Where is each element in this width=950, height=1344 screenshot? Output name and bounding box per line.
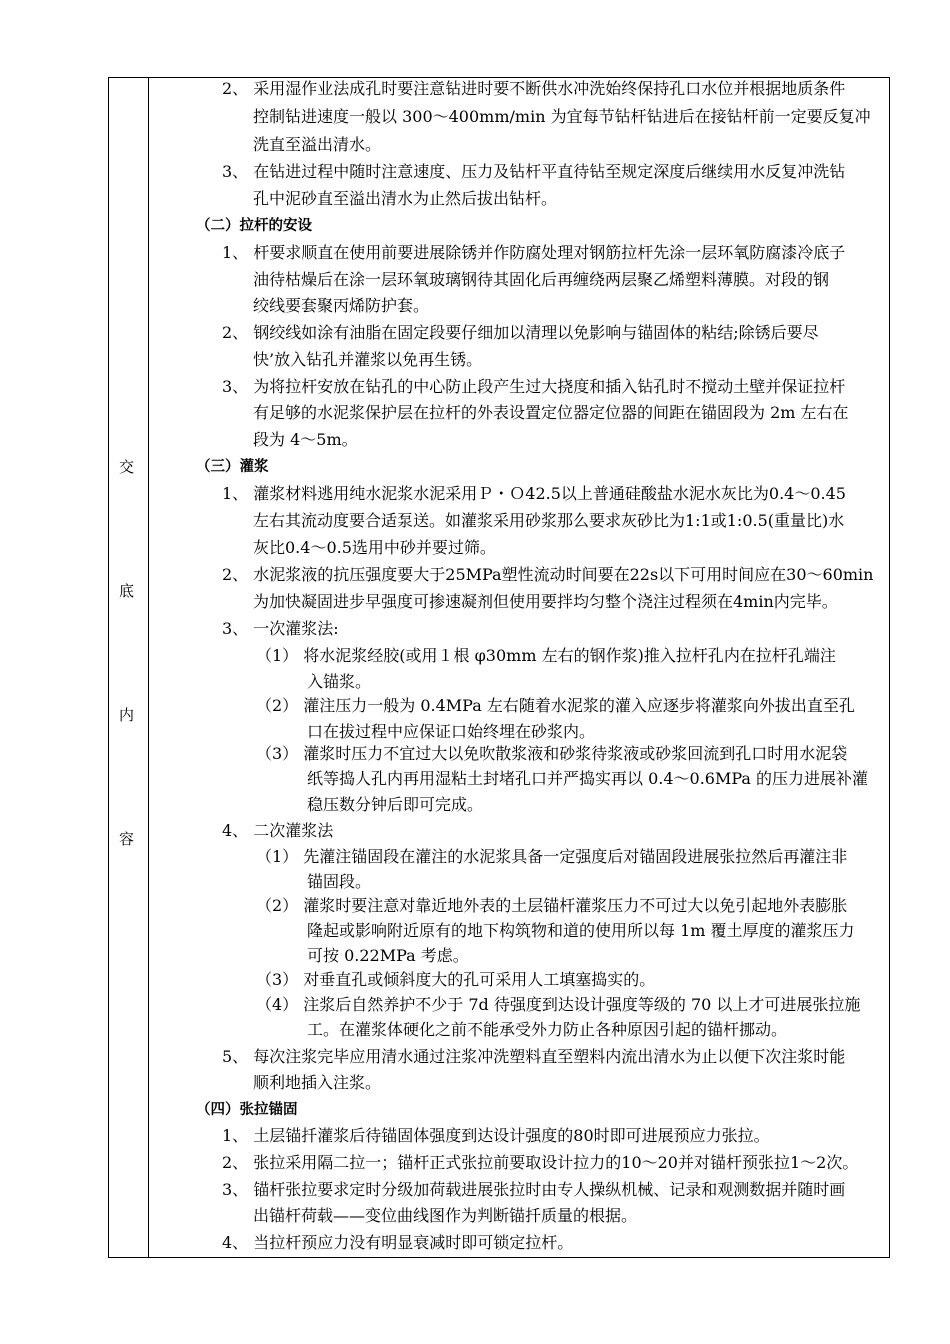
section-heading: （四）张拉锚固 — [196, 1102, 298, 1118]
text-line: 2、 水泥浆液的抗压强度要大于25MPa塑性流动时间要在22s以下可用时间应在30～60min — [222, 565, 874, 584]
text-line: 为加快凝固进步早强度可掺速凝剂但使用要拌均匀整个浇注过程须在4min内完毕。 — [253, 592, 838, 611]
text-line: 段为 4～5m。 — [253, 430, 358, 449]
text-line: 控制钻进速度一般以 300～400mm/min 为宜每节钻杆钻进后在接钻杆前一定要反复冲 — [253, 107, 871, 126]
text-line: 出锚杆荷载——变位曲线图作为判断锚扦质量的根据。 — [253, 1206, 638, 1225]
text-line: 油待枯燥后在涂一层环氧玻璃钢待其固化后再缠绕两层聚乙烯塑料薄膜。对段的钢 — [253, 270, 830, 289]
text-line: 3、 在钻进过程中随时注意速度、压力及钻杆平直待钻至规定深度后继续用水反复冲洗钻 — [222, 162, 846, 181]
text-line: 隆起或影响附近原有的地下构筑物和道的使用所以每 1m 覆土厚度的灌浆压力 — [307, 921, 855, 940]
text-line: 可按 0.22MPa 考虑。 — [307, 946, 469, 965]
text-line: 稳压数分钟后即可完成。 — [307, 795, 484, 814]
text-line: 3、 为将拉杆安放在钻孔的中心防止段产生过大挠度和插入钻孔时不搅动土壁并保证拉杆 — [222, 377, 846, 396]
text-line: 有足够的水泥浆保护层在拉杆的外表设置定位器定位器的间距在锚固段为 2m 左右在 — [253, 403, 849, 422]
text-line: 孔中泥砂直至溢出清水为止然后拔出钻杆。 — [253, 189, 558, 208]
text-line: 锚固段。 — [307, 872, 372, 891]
text-line: 快’放入钻孔并灌浆以免再生锈。 — [253, 350, 483, 369]
text-line: 4、 二次灌浆法 — [222, 821, 334, 840]
section-heading: （二）拉杆的安设 — [196, 218, 312, 234]
text-line: 5、 每次注浆完毕应用清水通过注浆冲洗塑料直至塑料内流出清水为止以便下次注浆时能 — [222, 1047, 846, 1066]
side-label-char-3: 内 — [119, 706, 135, 724]
text-line: 1、 灌浆材料逃用纯水泥浆水泥采用Ｐ・Ｏ42.5以上普通硅酸盐水泥水灰比为0.4～0.45 — [222, 484, 846, 503]
text-line: 3、 一次灌浆法: — [222, 619, 339, 638]
text-line: 2、 钢绞线如涂有油脂在固定段要仔细加以清理以免影响与锚固体的粘结;除锈后要尽 — [222, 323, 819, 342]
side-label-char-2: 底 — [119, 582, 135, 600]
side-label-char-4: 容 — [119, 830, 135, 848]
text-line: 入锚浆。 — [307, 672, 372, 691]
text-line: 顺利地插入注浆。 — [253, 1073, 382, 1092]
text-line: 1、 土层锚扦灌浆后待锚固体强度到达设计强度的80时即可进展预应力张拉。 — [222, 1126, 770, 1145]
text-line: 口在拔过程中应保证口始终埋在砂浆内。 — [307, 722, 596, 741]
text-line: 左右其流动度要合适泵送。如灌浆采用砂浆那么要求灰砂比为1:1或1:0.5(重量比)水 — [253, 511, 845, 530]
text-line: 纸等捣人孔内再用湿粘土封堵孔口并严捣实再以 0.4～0.6MPa 的压力进展补灌 — [307, 769, 869, 788]
text-line: （1） 先灌注锚固段在灌注的水泥浆具备一定强度后对锚固段进展张拉然后再灌注非 — [256, 847, 848, 866]
column-divider — [148, 77, 149, 1258]
text-line: 2、 采用湿作业法成孔时要注意钻进时要不断供水冲洗始终保持孔口水位并根据地质条件 — [222, 79, 846, 98]
text-line: 工。在灌浆体硬化之前不能承受外力防止各种原因引起的锚杆挪动。 — [307, 1020, 788, 1039]
text-line: 4、 当拉杆预应力没有明显衰减时即可锁定拉杆。 — [222, 1233, 574, 1252]
text-line: 1、 杆要求顺直在使用前要进展除锈并作防腐处理对钢筋拉杆先涂一层环氧防腐漆冷底子 — [222, 243, 846, 262]
text-line: （2） 灌浆时要注意对靠近地外表的土层锚杆灌浆压力不可过大以免引起地外表膨胀 — [256, 896, 848, 915]
text-line: （3） 灌浆时压力不宜过大以免吹散浆液和砂浆待浆液或砂浆回流到孔口时用水泥袋 — [256, 744, 848, 763]
text-line: 洗直至溢出清水。 — [253, 135, 382, 154]
text-line: （2） 灌注压力一般为 0.4MPa 左右随着水泥浆的灌入应逐步将灌浆向外拔出直至孔 — [256, 696, 855, 715]
section-heading: （三）灌浆 — [196, 459, 269, 475]
text-line: 2、 张拉采用隔二拉一；锚杆正式张拉前要取设计拉力的10～20并对锚杆预张拉1～2次。 — [222, 1153, 859, 1172]
text-line: （4） 注浆后自然养护不少于 7d 待强度到达设计强度等级的 70 以上才可进展张拉施 — [256, 995, 861, 1014]
text-line: 3、 锚杆张拉要求定时分级加荷载进展张拉时由专人操纵机械、记录和观测数据并随时画 — [222, 1180, 846, 1199]
text-line: 灰比0.4～0.5选用中砂并要过筛。 — [253, 538, 496, 557]
text-line: （3） 对垂直孔或倾斜度大的孔可采用人工填塞捣实的。 — [256, 970, 656, 989]
side-label-char-1: 交 — [119, 458, 135, 476]
text-line: （1） 将水泥浆经胶(或用１根 φ30mm 左右的钢作浆)推入拉杆孔内在拉杆孔端注 — [256, 646, 836, 665]
text-line: 绞线要套聚丙烯防护套。 — [253, 296, 430, 315]
